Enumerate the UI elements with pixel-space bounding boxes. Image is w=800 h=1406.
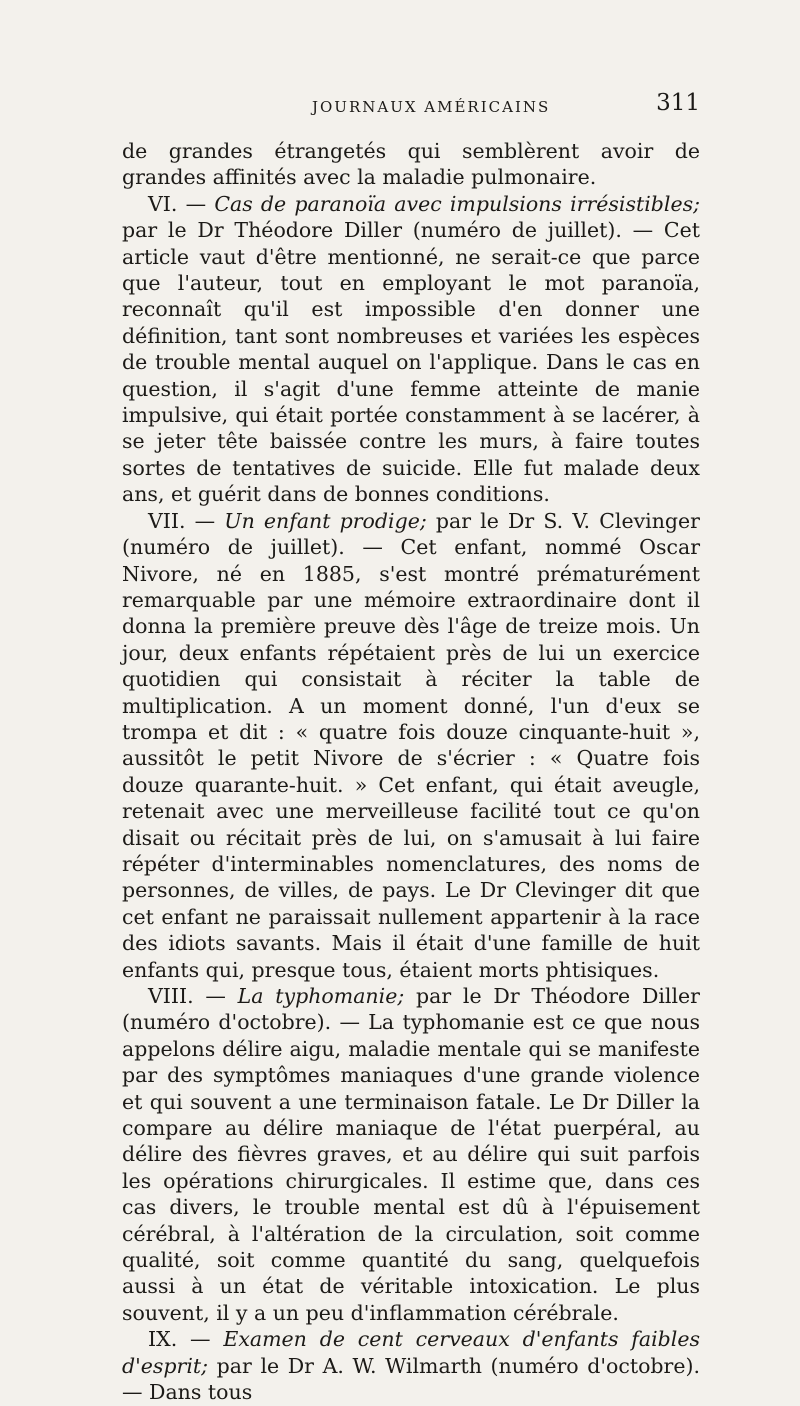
paragraph-section-viii — [122, 983, 700, 1326]
section-number: VII. — — [148, 508, 225, 533]
page-header — [122, 88, 700, 124]
paragraph-text: par le Dr A. W. Wilmarth (numéro d'octobre). — Dans tous — [122, 1353, 700, 1405]
paragraph-section-ix — [122, 1326, 700, 1405]
section-number: VIII. — — [148, 984, 238, 1008]
paragraph-text: par le Dr Théodore Diller (numéro de juillet). — Cet article vaut d'être mentionné, ne serait-ce que parce que l'auteur, tout en employant le mot paranoïa, reconnaît qu'il est impossible d'en donner une définition, tant sont nombreuses et variées les espèces de trouble mental auquel on l'applique. Dans le cas en question, il s'agit d'une femme atteinte de manie impulsive, qui était portée constamment à se lacérer, à se jeter tête baissée contre les murs, à faire toutes sortes de tentatives de suicide. Elle fut malade deux ans, et guérit dans de bonnes conditions. — [122, 218, 700, 507]
section-number: VI. — — [148, 191, 215, 216]
page-number: 311 — [656, 90, 700, 116]
article-title: Un enfant prodige; — [224, 508, 427, 533]
article-title: Examen de cent cerveaux d'enfants faibles d'esprit; — [122, 1327, 700, 1378]
body-text — [122, 138, 700, 1406]
paragraph-text: par le Dr S. V. Clevinger (numéro de juillet). — Cet enfant, nommé Oscar Nivore, né en 1885, s'est montré prématurément remarquable par une mémoire extraordinaire dont il donna la première preuve dès l'âge de treize mois. Un jour, deux enfants répétaient près de lui un exercice quotidien qui consistait à réciter la table de multiplication. A un moment donné, l'un d'eux se trompa et dit : « quatre fois douze cinquante-huit », aussitôt le petit Nivore de s'écrier : « Quatre fois douze quarante-huit. » Cet enfant, qui était aveugle, retenait avec une merveilleuse facilité tout ce qu'on disait ou récitait près de lui, on s'amusait à lui faire répéter d'interminables nomenclatures, des noms de personnes, de villes, de pays. Le Dr Clevinger dit que cet enfant ne paraissait nullement appartenir à la race des idiots savants. Mais il était d'une famille de huit enfants qui, presque tous, étaient morts phtisiques. — [122, 508, 700, 982]
article-title: Cas de paranoïa avec impulsions irrésistibles; — [214, 191, 700, 216]
paragraph-section-vii — [122, 508, 700, 983]
running-title: JOURNAUX AMÉRICAINS — [312, 98, 551, 116]
paragraph-continuation — [122, 138, 700, 191]
paragraph-text: de grandes étrangetés qui semblèrent avoir de grandes affinités avec la maladie pulmonaire. — [122, 139, 700, 190]
paragraph-section-vi — [122, 191, 700, 508]
article-title: La typhomanie; — [237, 984, 405, 1008]
paragraph-text: par le Dr Théodore Diller (numéro d'octobre). — La typhomanie est ce que nous appelons délire aigu, maladie mentale qui se manifeste par des symptômes maniaques d'une grande violence et qui souvent a une terminaison fatale. Le Dr Diller la compare au délire maniaque de l'état puerpéral, au délire des fièvres graves, et au délire qui suit parfois les opérations chirurgicales. Il estime que, dans ces cas divers, le trouble mental est dû à l'épuisement cérébral, à l'altération de la circulation, soit comme qualité, soit comme quantité du sang, quelquefois aussi à un état de véritable intoxication. Le plus souvent, il y a un peu d'inflammation cérébrale. — [122, 984, 700, 1325]
section-number: IX. — — [148, 1327, 224, 1352]
